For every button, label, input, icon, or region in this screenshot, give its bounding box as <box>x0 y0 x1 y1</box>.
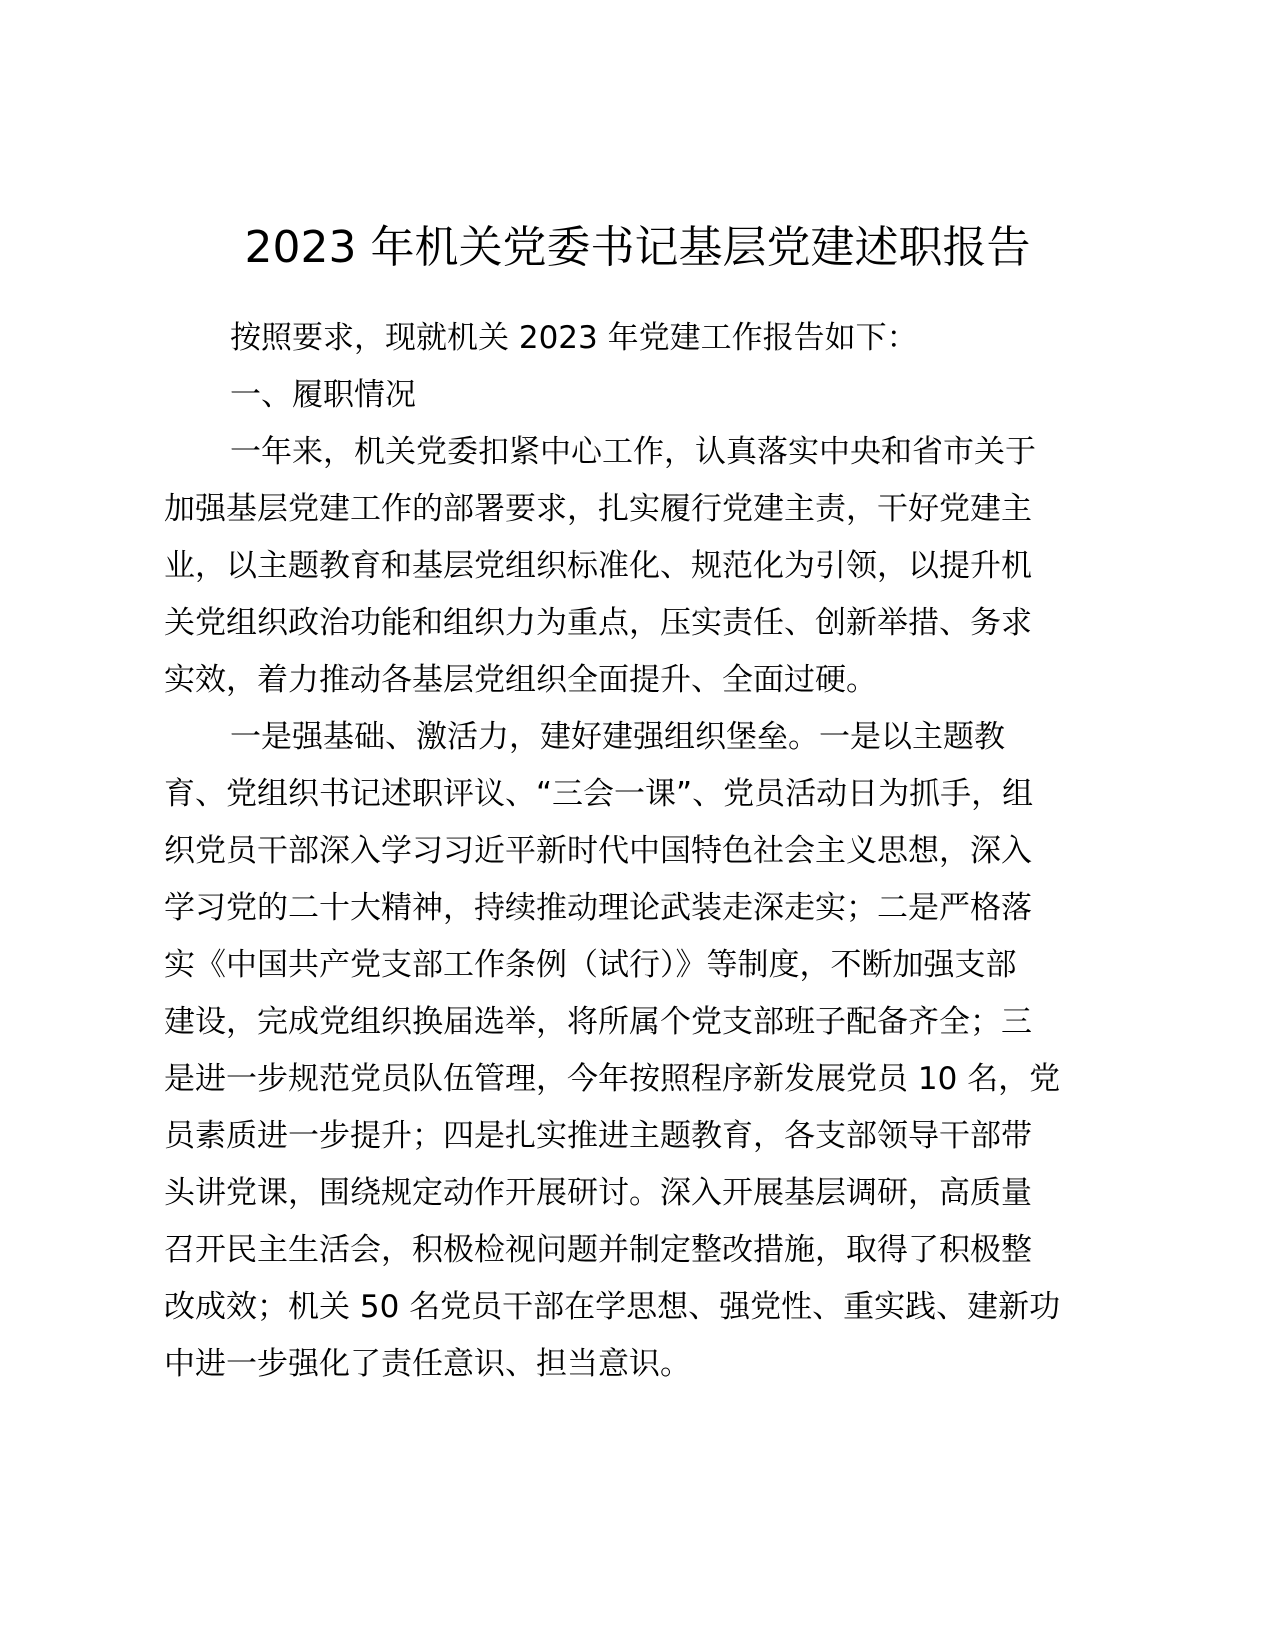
paragraph-line: 是进一步规范党员队伍管理，今年按照程序新发展党员 10 名，党 <box>164 1061 1061 1097</box>
paragraph-line: 加强基层党建工作的部署要求，扎实履行党建主责，干好党建主 <box>164 491 1032 527</box>
paragraph-line: 头讲党课，围绕规定动作开展研讨。深入开展基层调研，高质量 <box>164 1175 1032 1211</box>
paragraph-line: 一是强基础、激活力，建好建强组织堡垒。一是以主题教 <box>230 719 1005 755</box>
paragraph-line: 一年来，机关党委扣紧中心工作，认真落实中央和省市关于 <box>230 434 1036 470</box>
paragraph-line: 实《中国共产党支部工作条例（试行）》等制度，不断加强支部 <box>164 947 1017 983</box>
paragraph-line: 召开民主生活会，积极检视问题并制定整改措施，取得了积极整 <box>164 1232 1032 1268</box>
paragraph-line: 改成效；机关 50 名党员干部在学思想、强党性、重实践、建新功 <box>164 1289 1061 1325</box>
paragraph-line: 实效，着力推动各基层党组织全面提升、全面过硬。 <box>164 662 877 698</box>
paragraph-line: 员素质进一步提升；四是扎实推进主题教育，各支部领导干部带 <box>164 1118 1032 1154</box>
intro-line: 按照要求，现就机关 2023 年党建工作报告如下： <box>230 320 918 356</box>
document-body <box>164 310 1114 1393</box>
paragraph-line: 学习党的二十大精神，持续推动理论武装走深走实；二是严格落 <box>164 890 1032 926</box>
paragraph-line: 关党组织政治功能和组织力为重点，压实责任、创新举措、务求 <box>164 605 1032 641</box>
section-heading: 一、履职情况 <box>230 377 416 413</box>
paragraph-line: 育、党组织书记述职评议、“三会一课”、党员活动日为抓手，组 <box>164 776 1034 812</box>
paragraph-line: 织党员干部深入学习习近平新时代中国特色社会主义思想，深入 <box>164 833 1032 869</box>
paragraph-line: 建设，完成党组织换届选举，将所属个党支部班子配备齐全；三 <box>164 1004 1032 1040</box>
document-title: 2023 年机关党委书记基层党建述职报告 <box>244 222 1031 273</box>
paragraph-line: 业，以主题教育和基层党组织标准化、规范化为引领，以提升机 <box>164 548 1032 584</box>
paragraph-line: 中进一步强化了责任意识、担当意识。 <box>164 1346 691 1382</box>
